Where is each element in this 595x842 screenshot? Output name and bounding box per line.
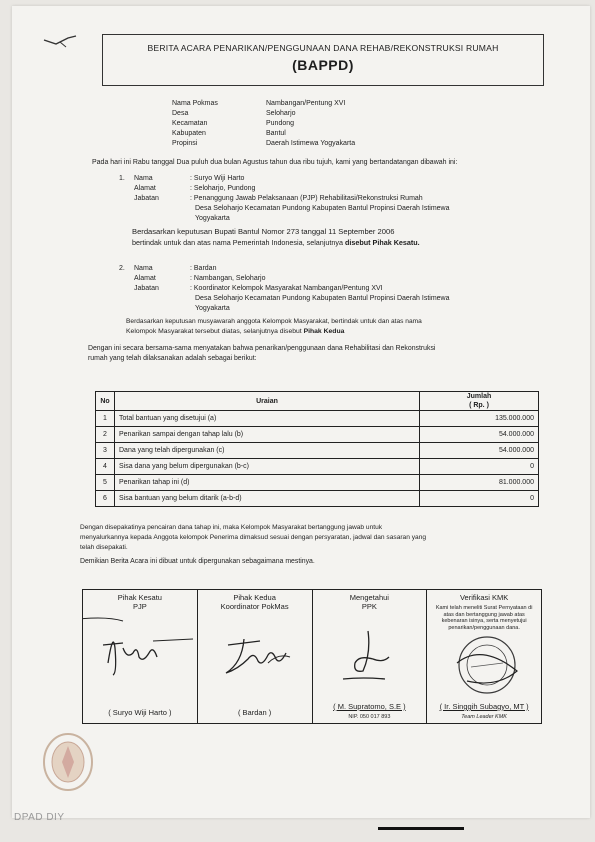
party-position-value-cont: Yogyakarta [195,215,230,222]
table-header-row [96,392,539,411]
signature-cell-party-one [83,590,198,724]
signature-cell-kmk [427,590,542,724]
signature-role: PJP [132,602,147,611]
party-address-label: Alamat [134,185,156,192]
signature-table [82,589,542,724]
party-position-value-cont: Desa Seloharjo Kecamatan Pundong Kabupaten Bantul Propinsi Daerah Istimewa [195,295,450,302]
row-amount: 135.000.000 [420,411,539,427]
verification-note: Kami telah meneliti Surat Pernyataan di atas dan bertanggung jawab atas kebenaran isinya, serta menyetujui penarikan/penggunaan dana. [435,605,533,631]
row-number: 2 [96,427,115,443]
document-page [12,6,590,818]
row-amount: 81.000.000 [420,475,539,491]
signature-heading: Verifikasi KMK [459,593,509,602]
table-row [96,443,539,459]
party-address-value: : Seloharjo, Pundong [190,185,256,192]
location-value: Pundong [266,120,295,127]
table-row [96,459,539,475]
col-uraian-header: Uraian [115,392,420,411]
row-number: 4 [96,459,115,475]
bottom-bar [378,827,464,830]
signatory-name: ( Bardan ) [237,708,272,717]
signature-scribble [83,593,198,723]
row-amount: 54.000.000 [420,443,539,459]
party-designation: disebut Pihak Kesatu. [344,238,420,247]
signature-role: PPK [361,602,377,611]
party-address-label: Alamat [134,275,156,282]
col-jumlah-header: Jumlah ( Rp. ) [420,392,539,411]
signature-cell-party-two [197,590,312,724]
signature-heading: Pihak Kedua [233,593,276,602]
closing-line: menyalurkannya kepada Anggota kelompok Penerima dimaksud sesuai dengan persyaratan, jadwal dan sasaran yang [80,534,427,541]
signatory-role: Team Leader KMK [461,714,507,720]
party-name-value: : Bardan [190,265,217,272]
closing-line: Dengan disepakatinya pencairan dana tahap ini, maka Kelompok Masyarakat bertanggung jawab untuk [80,524,383,531]
closing-line: Demikian Berita Acara ini dibuat untuk dipergunakan sebagaimana mestinya. [80,558,315,565]
row-number: 3 [96,443,115,459]
row-amount: 0 [420,459,539,475]
party-name-label: Nama [134,265,153,272]
government-emblem-watermark [40,730,96,794]
party-basis-cont: Kelompok Masyarakat tersebut diatas, selanjutnya disebut Pihak Kedua [126,328,345,335]
row-description: Sisa dana yang belum dipergunakan (b-c) [115,459,420,475]
party-position-value-cont: Yogyakarta [195,305,230,312]
signatory-name: ( Suryo Wiji Harto ) [108,708,172,717]
party-designation: Pihak Kedua [303,328,345,335]
party-name-value: : Suryo Wiji Harto [190,175,245,182]
col-no-header: No [96,392,115,411]
statement-line: rumah yang telah dilaksanakan adalah sebagai berikut: [88,355,257,362]
table-row [96,427,539,443]
funds-table [95,391,539,507]
table-row [96,411,539,427]
statement-line: Dengan ini secara bersama-sama menyatakan bahwa penarikan/penggunaan dana Rehabilitasi dan Rekonstruksi [88,345,436,352]
location-value: Seloharjo [266,110,296,117]
signature-cell-ppk [312,590,427,724]
location-label: Kabupaten [172,130,206,137]
party-number: 2. [119,265,125,272]
document-abbreviation: (BAPPD) [292,57,354,73]
signatory-name: ( Ir. Singgih Subagyo, MT ) [439,702,529,711]
party-number: 1. [119,175,125,182]
signature-scribble [198,593,313,723]
party-position-label: Jabatan [134,285,159,292]
signature-role: Koordinator PokMas [220,602,289,611]
signatory-nip: NIP. 050 017 893 [348,714,391,720]
location-value: Bantul [266,130,286,137]
row-description: Penarikan tahap ini (d) [115,475,420,491]
watermark-text: DPAD DIY [14,812,65,823]
party-name-label: Nama [134,175,153,182]
party-position-value: : Koordinator Kelompok Masyarakat Nambangan/Pentung XVI [190,285,383,292]
pen-scribble-mark [42,32,82,52]
party-basis: Berdasarkan keputusan Bupati Bantul Nomor 273 tanggal 11 September 2006 [132,227,395,236]
signature-heading: Mengetahui [349,593,389,602]
row-amount: 0 [420,491,539,507]
table-row [96,491,539,507]
location-label: Nama Pokmas [172,100,218,107]
document-title-box [102,34,544,86]
location-value: Daerah Istimewa Yogyakarta [266,140,356,147]
party-position-value-cont: Desa Seloharjo Kecamatan Pundong Kabupaten Bantul Propinsi Daerah Istimewa [195,205,450,212]
row-description: Sisa bantuan yang belum ditarik (a-b-d) [115,491,420,507]
row-amount: 54.000.000 [420,427,539,443]
closing-line: telah disepakati. [80,544,128,551]
opening-statement: Pada hari ini Rabu tanggal Dua puluh dua bulan Agustus tahun dua ribu tujuh, kami yang bertandatangan dibawah ini: [92,159,458,166]
party-basis-cont: bertindak untuk dan atas nama Pemerintah Indonesia, selanjutnya disebut Pihak Kesatu. [132,238,420,247]
party-basis: Berdasarkan keputusan musyawarah anggota Kelompok Masyarakat, bertindak untuk dan atas nama [126,318,422,325]
table-row [96,475,539,491]
row-description: Dana yang telah dipergunakan (c) [115,443,420,459]
party-position-value: : Penanggung Jawab Pelaksanaan (PJP) Rehabilitasi/Rekonstruksi Rumah [190,195,423,202]
location-label: Propinsi [172,140,198,147]
signatory-name: ( M. Supratomo, S.E ) [333,702,406,711]
row-number: 1 [96,411,115,427]
row-number: 6 [96,491,115,507]
document-title: BERITA ACARA PENARIKAN/PENGGUNAAN DANA REHAB/REKONSTRUKSI RUMAH [147,43,499,53]
signature-heading: Pihak Kesatu [117,593,162,602]
location-label: Kecamatan [172,120,208,127]
row-description: Total bantuan yang disetujui (a) [115,411,420,427]
location-label: Desa [172,110,189,117]
party-position-label: Jabatan [134,195,159,202]
party-address-value: : Nambangan, Seloharjo [190,275,266,282]
row-description: Penarikan sampai dengan tahap lalu (b) [115,427,420,443]
location-value: Nambangan/Pentung XVI [266,100,346,107]
row-number: 5 [96,475,115,491]
